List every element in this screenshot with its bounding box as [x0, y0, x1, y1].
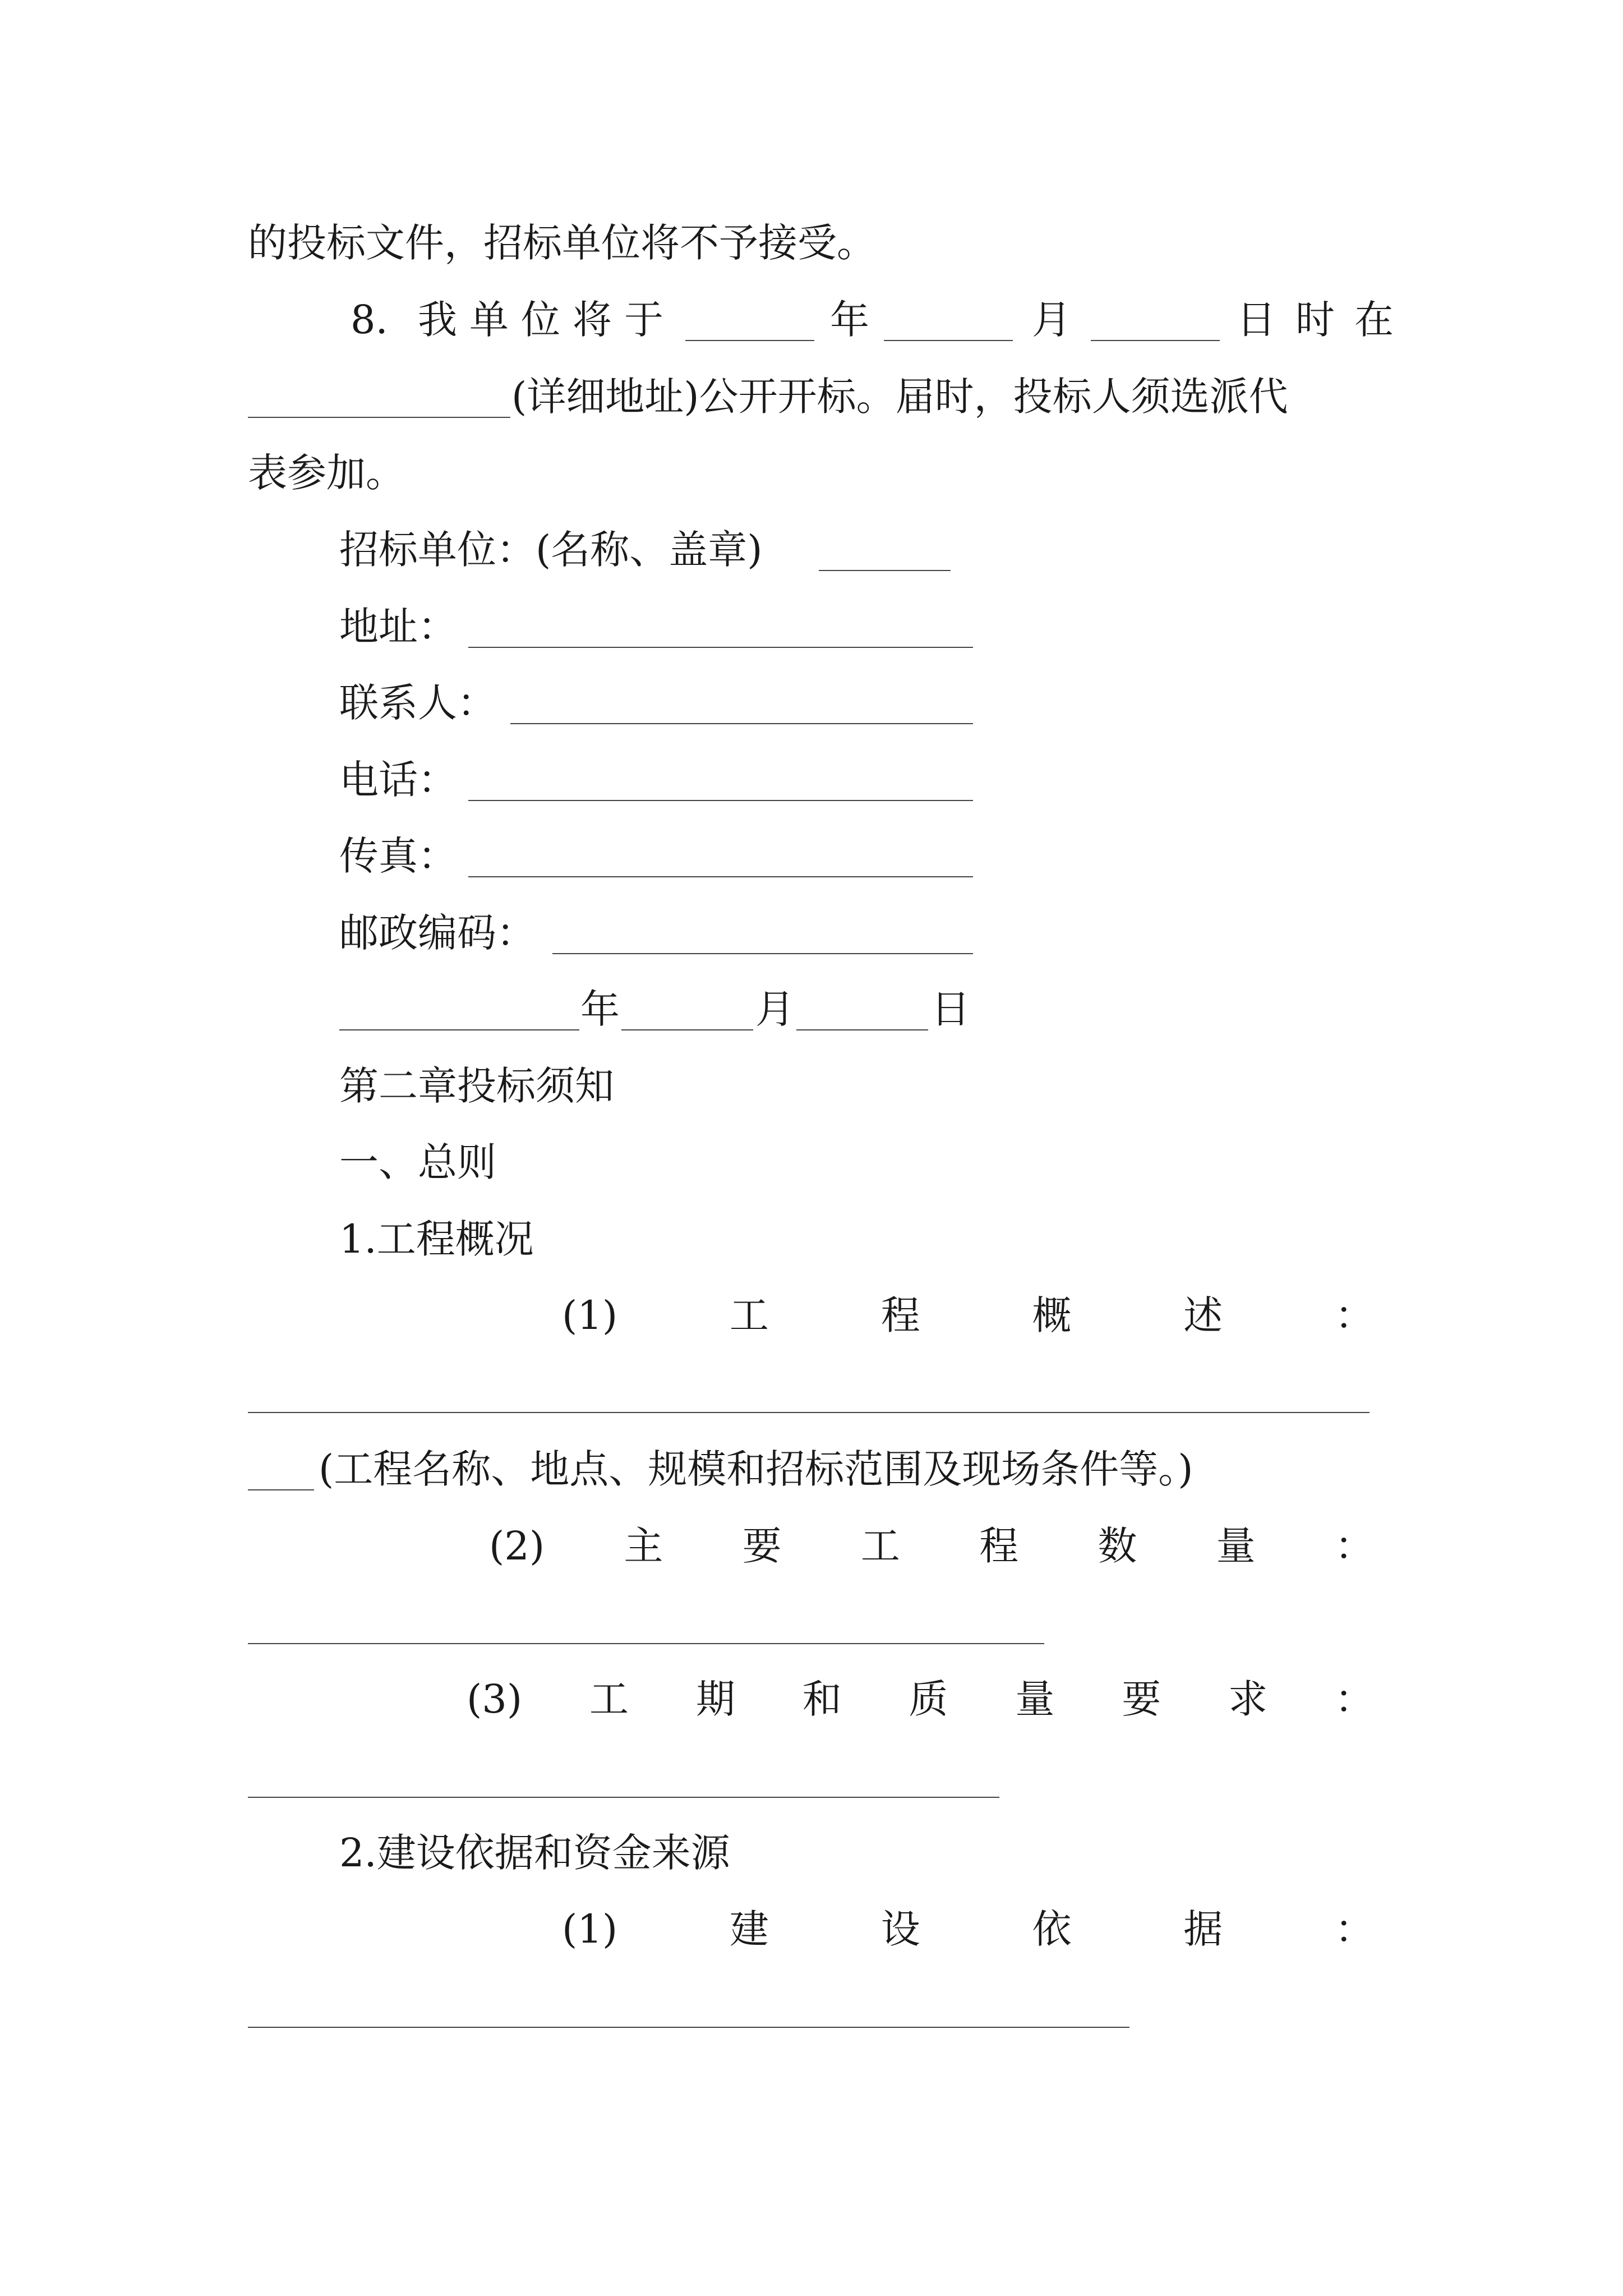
- item-1-heading: 1.工程概况: [339, 1216, 534, 1262]
- contact-field[interactable]: [510, 723, 973, 724]
- address-label: 地址：: [339, 604, 457, 650]
- chapter-title: 第二章投标须知: [339, 1063, 614, 1109]
- construction-basis-field[interactable]: [248, 2027, 1129, 2028]
- postcode-field[interactable]: [552, 953, 973, 954]
- fax-field[interactable]: [468, 876, 973, 877]
- item-8-number: 8.: [351, 297, 388, 343]
- item-8-text: 我单位将于: [418, 297, 676, 343]
- phone-label: 电话：: [339, 757, 457, 803]
- item-1-1-line: (1) 工 程 概 述 ：: [562, 1292, 1374, 1338]
- schedule-quality-field[interactable]: [248, 1797, 999, 1798]
- quantity-field[interactable]: [248, 1643, 1044, 1644]
- item-1-3-line: (3) 工 期 和 质 量 要 求 ：: [467, 1676, 1374, 1722]
- paragraph-tail-2: 表参加。: [248, 450, 405, 496]
- phone-field[interactable]: [468, 800, 973, 801]
- postcode-label: 邮政编码：: [339, 910, 536, 956]
- day-time-at: 日时在: [1237, 297, 1413, 343]
- date-year-label: 年: [580, 986, 620, 1032]
- address-field[interactable]: [468, 647, 973, 648]
- section-general: 一、总则: [339, 1139, 496, 1185]
- date-year-blank[interactable]: [339, 1029, 579, 1030]
- date-month-blank[interactable]: [621, 1029, 753, 1030]
- fax-label: 传真：: [339, 833, 457, 879]
- contact-label: 联系人：: [339, 680, 496, 726]
- item-2-heading: 2.建设依据和资金来源: [339, 1830, 730, 1876]
- project-overview-field[interactable]: [248, 1412, 1370, 1413]
- tender-unit-blank[interactable]: [819, 570, 951, 571]
- year-blank[interactable]: [685, 340, 814, 341]
- tender-unit-label: 招标单位：(名称、盖章): [339, 527, 763, 573]
- paragraph-tail: 的投标文件，招标单位将不予接受。: [248, 220, 876, 266]
- date-day-blank[interactable]: [796, 1029, 928, 1030]
- year-label: 年: [830, 297, 869, 343]
- month-label: 月: [1032, 297, 1071, 343]
- item-1-2-line: (2) 主 要 工 程 数 量 ：: [489, 1523, 1374, 1569]
- day-blank[interactable]: [1091, 340, 1220, 341]
- date-month-label: 月: [755, 986, 795, 1032]
- address-note: (详细地址)公开开标。届时，投标人须选派代: [511, 374, 1288, 420]
- address-blank[interactable]: [248, 417, 510, 418]
- project-overview-field-tail[interactable]: [248, 1489, 314, 1490]
- month-blank[interactable]: [884, 340, 1013, 341]
- project-overview-note: (工程名称、地点、规模和招标范围及现场条件等。): [319, 1446, 1193, 1492]
- item-2-1-line: (1) 建 设 依 据 ：: [562, 1906, 1374, 1952]
- date-day-label: 日: [931, 986, 970, 1032]
